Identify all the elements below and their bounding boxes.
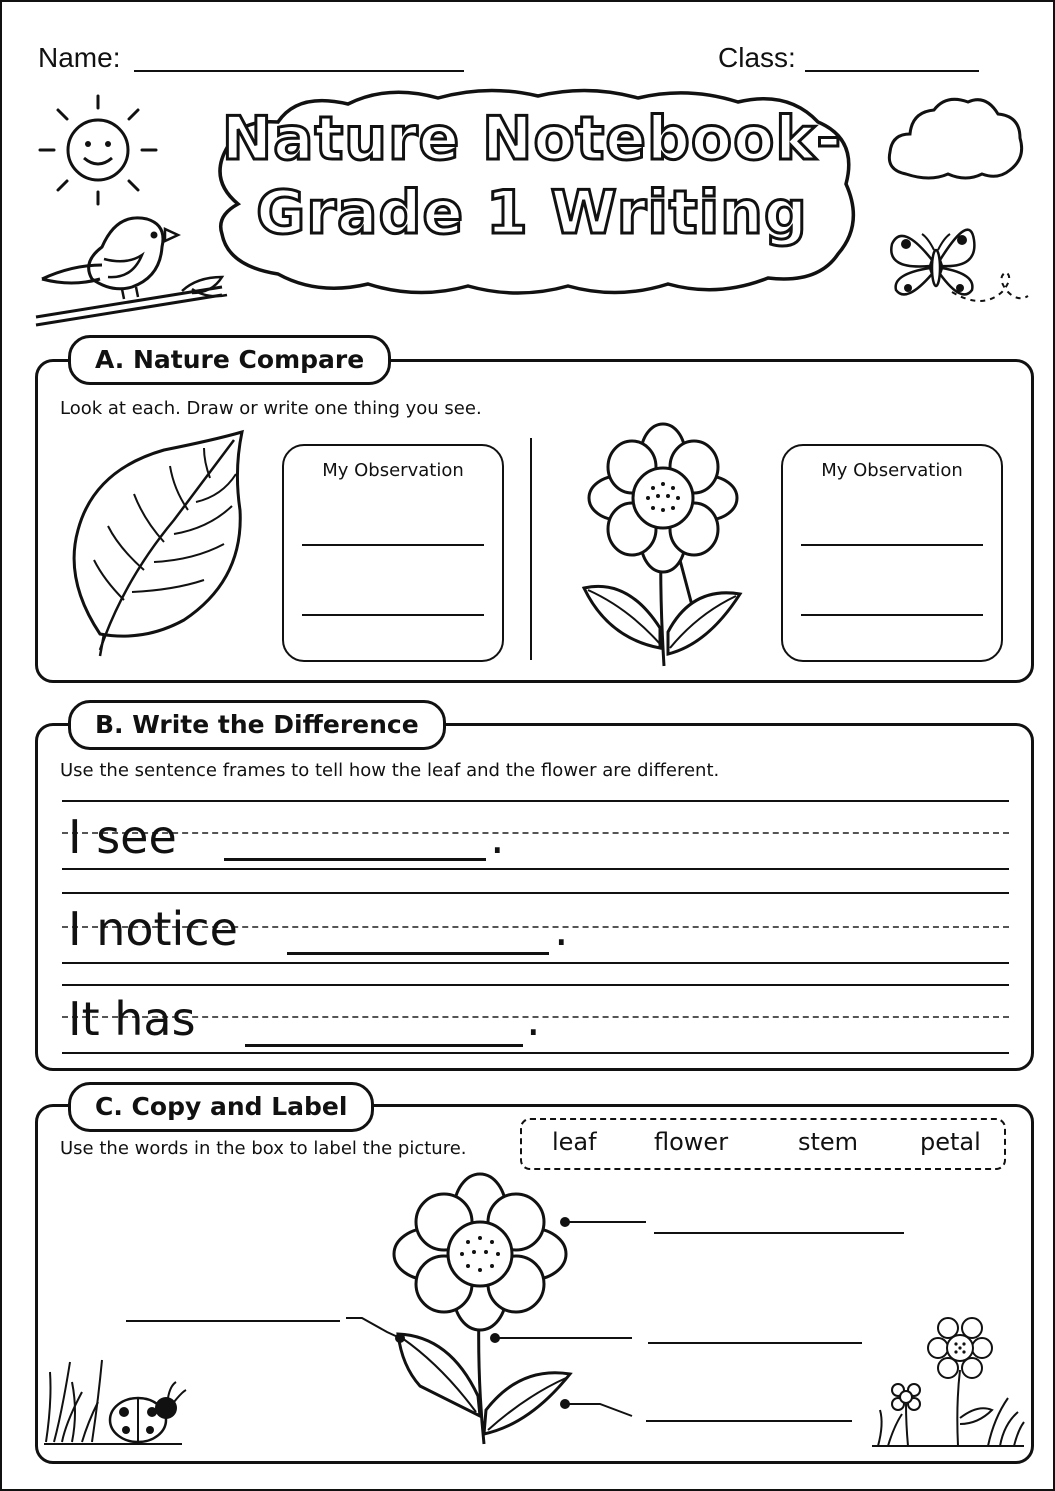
sentence-frame-1: I see — [68, 810, 177, 864]
section-c-instructions: Use the words in the box to label the picture. — [60, 1138, 467, 1159]
section-a-tab: A. Nature Compare — [68, 335, 391, 385]
label-pointers — [2, 2, 1053, 1489]
name-label: Name: — [38, 42, 121, 73]
small-flowers-icon — [868, 1314, 1028, 1454]
sentence-frame-2: I notice — [68, 902, 238, 956]
section-b-instructions: Use the sentence frames to tell how the leaf and the flower are different. — [60, 760, 720, 781]
sentence-frame-3: It has — [68, 992, 196, 1046]
period-2: . — [554, 902, 569, 956]
title-line-1: Nature Notebook- — [221, 104, 843, 174]
class-label: Class: — [718, 42, 796, 73]
observation-box-1-title: My Observation — [322, 460, 464, 481]
label-blank-leaf-2[interactable] — [646, 1420, 852, 1422]
label-blank-petal[interactable] — [654, 1232, 904, 1234]
section-a-instructions: Look at each. Draw or write one thing you see. — [60, 398, 482, 419]
section-b-tab: B. Write the Difference — [68, 700, 446, 750]
word-bank-item: stem — [798, 1128, 859, 1156]
period-3: . — [526, 992, 541, 1046]
label-blank-stem[interactable] — [648, 1342, 862, 1344]
word-bank-item: petal — [920, 1128, 981, 1156]
word-bank-item: flower — [654, 1128, 729, 1156]
section-c-tab: C. Copy and Label — [68, 1082, 374, 1132]
label-blank-leaf[interactable] — [126, 1320, 340, 1322]
period-1: . — [490, 810, 505, 864]
observation-box-2-title: My Observation — [821, 460, 963, 481]
title-line-2: Grade 1 Writing — [256, 178, 808, 248]
grass-ladybug-icon — [42, 1342, 192, 1452]
word-bank-item: leaf — [552, 1128, 597, 1156]
